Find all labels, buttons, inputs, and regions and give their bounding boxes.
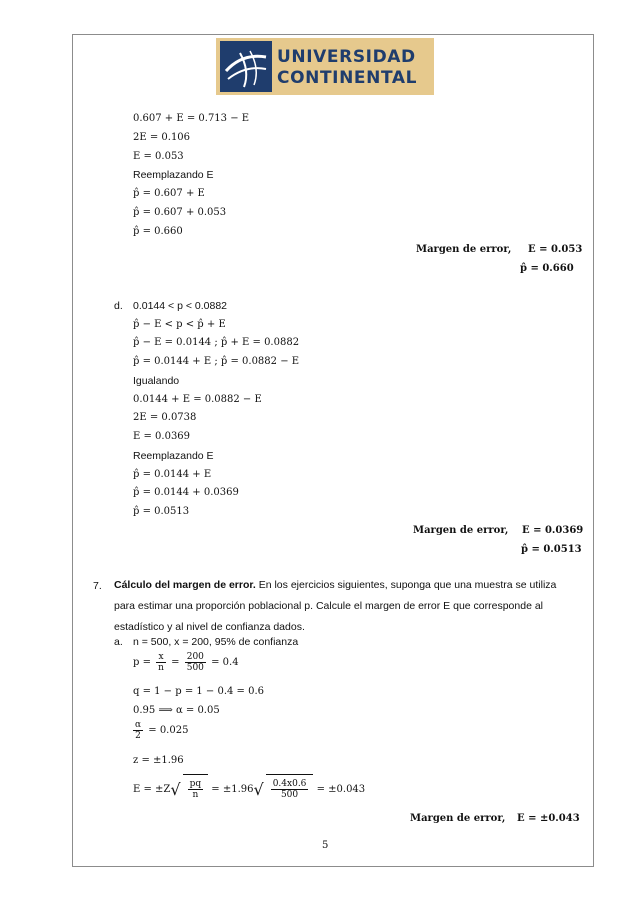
sqrt-icon: √: [170, 779, 181, 799]
eq-part: = ±0.043: [316, 784, 366, 795]
eq-part: = ±1.96: [211, 784, 254, 795]
eq-line: 2E = 0.0738: [133, 412, 197, 423]
eq-part: E = ±Z: [133, 784, 171, 795]
fraction-numerator: 0.4x0.6: [272, 779, 307, 789]
step-label: Reemplazando E: [133, 169, 214, 181]
eq-proportion: [133, 650, 239, 676]
result-label: Margen de error,: [413, 525, 509, 536]
eq-line: 0.607 + E = 0.713 − E: [133, 113, 250, 124]
item-title: n = 500, x = 200, 95% de confianza: [133, 636, 299, 648]
section-text: para estimar una proporción poblacional p. Calcule el margen de error E que corresponde al: [114, 600, 543, 612]
eq-line: p̂ − E = 0.0144 ; p̂ + E = 0.0882: [133, 337, 300, 348]
logo-line-1: UNIVERSIDAD: [277, 47, 416, 67]
eq-line: E = 0.0369: [133, 431, 191, 442]
result-label: Margen de error,: [416, 244, 512, 255]
result-label: Margen de error,: [410, 813, 506, 824]
radicand: [183, 774, 209, 805]
logo-line-2: CONTINENTAL: [277, 68, 418, 88]
eq-line: p̂ = 0.0513: [133, 506, 190, 517]
eq-line: E = 0.053: [133, 151, 184, 162]
eq-line: p̂ = 0.0144 + E: [133, 469, 212, 480]
item-title: 0.0144 < p < 0.0882: [133, 300, 228, 312]
eq-line: p̂ = 0.607 + 0.053: [133, 207, 227, 218]
fraction-numerator: x: [156, 652, 166, 663]
result-error: E = ±0.043: [517, 813, 580, 824]
eq-part: = 0.4: [211, 657, 239, 668]
step-label: Igualando: [133, 375, 180, 387]
university-logo: [216, 38, 434, 95]
sqrt-icon: √: [253, 779, 264, 799]
eq-line: z = ±1.96: [133, 755, 184, 766]
page-number: 5: [322, 840, 329, 851]
eq-alpha-half: [133, 718, 188, 744]
eq-line: p̂ = 0.0144 + E ; p̂ = 0.0882 − E: [133, 356, 300, 367]
item-marker: a.: [114, 636, 123, 648]
fraction-200-500: [185, 652, 206, 673]
fraction-denominator: n: [192, 790, 199, 800]
fraction-denominator: n: [158, 663, 164, 673]
result-proportion: p̂ = 0.660: [520, 263, 574, 274]
step-label: Reemplazando E: [133, 450, 214, 462]
result-error: E = 0.0369: [522, 525, 584, 536]
item-marker: d.: [114, 300, 123, 312]
fraction-pq-n: [188, 779, 204, 800]
eq-line: p̂ = 0.607 + E: [133, 188, 205, 199]
fraction-denominator: 500: [280, 790, 299, 800]
fraction-numerator: pq: [189, 779, 202, 789]
eq-line: p̂ = 0.0144 + 0.0369: [133, 487, 239, 498]
fraction-numerator: α: [135, 720, 142, 730]
fraction-alpha-2: [133, 720, 143, 741]
result-proportion: p̂ = 0.0513: [521, 544, 582, 555]
section-heading: Cálculo del margen de error.: [114, 579, 256, 591]
eq-part: =: [171, 657, 180, 668]
eq-line: 0.95 ⟹ α = 0.05: [133, 705, 220, 716]
eq-line: q = 1 − p = 1 − 0.4 = 0.6: [133, 686, 265, 697]
section-text: estadístico y al nivel de confianza dados.: [114, 621, 305, 633]
result-error: E = 0.053: [528, 244, 583, 255]
section-number: 7.: [93, 580, 102, 592]
eq-line: p̂ − E < p < p̂ + E: [133, 319, 226, 330]
section-text: En los ejercicios siguientes, suponga que una muestra se utiliza: [255, 579, 557, 591]
fraction-x-n: [156, 652, 166, 673]
eq-margin-error: [133, 774, 365, 805]
eq-line: 2E = 0.106: [133, 132, 191, 143]
fraction-values: [271, 779, 309, 800]
section-paragraph: [114, 575, 584, 638]
eq-line: 0.0144 + E = 0.0882 − E: [133, 394, 262, 405]
eq-part: p =: [133, 657, 151, 668]
fraction-numerator: 200: [186, 652, 204, 662]
eq-line: p̂ = 0.660: [133, 226, 183, 237]
globe-icon: [220, 41, 272, 92]
fraction-denominator: 2: [135, 731, 141, 741]
radicand: [266, 774, 314, 805]
eq-part: = 0.025: [148, 725, 189, 736]
fraction-denominator: 500: [186, 663, 204, 673]
